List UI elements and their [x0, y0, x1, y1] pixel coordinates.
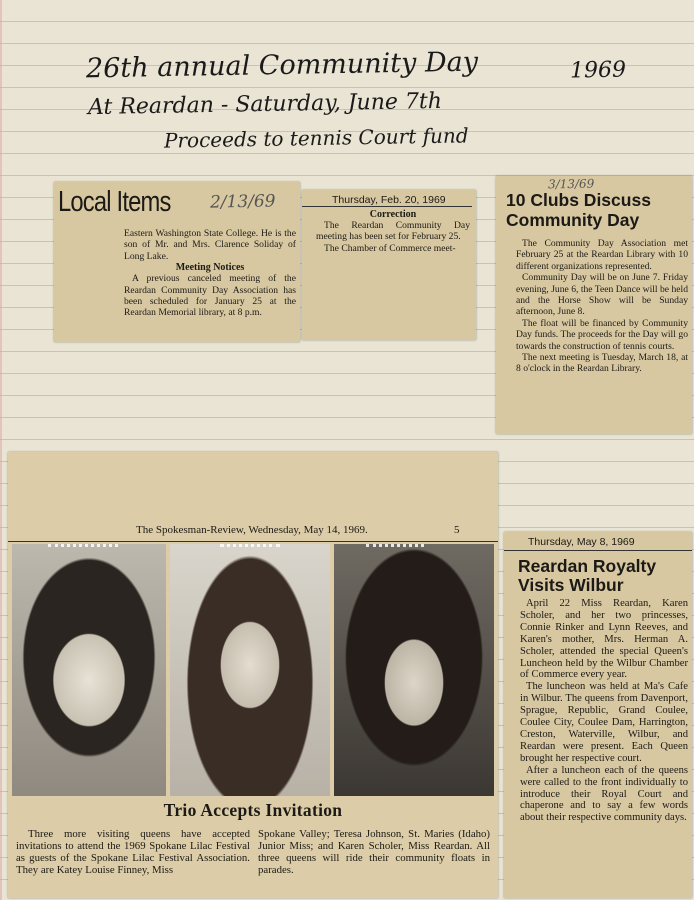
correction-para2: The Chamber of Commerce meet-: [324, 242, 456, 254]
trio-page-number: 5: [454, 524, 460, 536]
correction-para1: The Reardan Community Day meeting has been set for February 25.: [316, 220, 470, 243]
crown-icon: [48, 544, 118, 561]
queen-photo-1: [12, 544, 166, 796]
clubs-para1: The Community Day Association met February 25 at the Reardan Library with 10 different organizations represented.: [516, 238, 688, 272]
correction-clipping: [302, 190, 476, 340]
trio-col2: Spokane Valley; Teresa Johnson, St. Maries (Idaho) Junior Miss; and Karen Scholer, Miss Reardan. All three queens will ride their community floats in parades.: [258, 828, 490, 876]
trio-headline: Trio Accepts Invitation: [163, 800, 343, 820]
trio-masthead: The Spokesman-Review, Wednesday, May 14, 1969.: [136, 524, 368, 536]
local-items-date-note: 2/13/69: [209, 191, 276, 213]
clubs-para4: The next meeting is Tuesday, March 18, at 8 o'clock in the Reardan Library.: [516, 352, 688, 375]
correction-dateline: Thursday, Feb. 20, 1969: [302, 190, 472, 207]
crown-icon: [366, 544, 424, 561]
clubs-para2: Community Day will be on June 7. Friday evening, June 6, the Teen Dance will be held and the Horse Show will be Sunday afternoon, June 8.: [516, 272, 688, 318]
clubs-headline: 10 Clubs Discuss Community Day: [506, 190, 651, 230]
trio-photo-row: [12, 544, 496, 796]
handwritten-proceeds-line: Proceeds to tennis Court fund: [163, 123, 469, 153]
royalty-clipping: [504, 532, 692, 898]
handwritten-date-line: At Reardan - Saturday, June 7th: [87, 88, 443, 121]
queen-photo-2: [170, 544, 330, 796]
local-items-para2: A previous canceled meeting of the Reardan Community Day Association has been scheduled for January 25 at the Reardan Memorial library, at 8 p.m.: [124, 273, 296, 319]
clubs-clipping: [496, 176, 692, 434]
handwritten-title: 26th annual Community Day: [85, 46, 479, 85]
trio-masthead-row: [8, 524, 498, 542]
notebook-margin: [0, 0, 2, 900]
local-items-clipping: [54, 182, 300, 342]
handwritten-year: 1969: [569, 57, 627, 84]
queen-photo-3: [334, 544, 494, 796]
royalty-para3: After a luncheon each of the queens were called to the front individually to introduce their Royal Court and chaperone and to say a few words about their respective community days.: [520, 764, 688, 824]
clubs-date-note: 3/13/69: [547, 176, 595, 192]
correction-subhead: Correction: [369, 209, 417, 220]
royalty-headline: Reardan Royalty Visits Wilbur: [518, 556, 657, 595]
royalty-para1: April 22 Miss Reardan, Karen Scholer, and her two princesses, Connie Rinker and Lynn Reeves, and Karen's mother, Mrs. Herman A. Scholer, attended the special Queen's Luncheon held by the Wilbur Chamber of Commerce every year.: [520, 598, 688, 681]
local-items-subhead: Meeting Notices: [175, 262, 245, 274]
local-items-title: Local Items: [58, 186, 171, 218]
trio-clipping: [8, 452, 498, 898]
crown-icon: [220, 544, 280, 561]
clubs-para3: The float will be financed by Community Day funds. The proceeds for the Day will go towards the construction of tennis courts.: [516, 317, 688, 352]
local-items-para1: Eastern Washington State College. He is the son of Mr. and Mrs. Clarence Soliday of Long Lake.: [124, 228, 296, 262]
trio-col1: Three more visiting queens have accepted invitations to attend the 1969 Spokane Lilac Festival as guests of the Spokane Lilac Festival Association. They are Katey Louise Finney, Miss: [16, 828, 250, 876]
royalty-para2: The luncheon was held at Ma's Cafe in Wilbur. The queens from Davenport, Sprague, Republic, Grand Coulee, Coulee City, Coulee Dam, Harrington, Creston, Waterville, Wilbur, and Reardan were present. Each Queen brought her respective court.: [520, 681, 688, 764]
royalty-dateline: Thursday, May 8, 1969: [504, 532, 692, 551]
